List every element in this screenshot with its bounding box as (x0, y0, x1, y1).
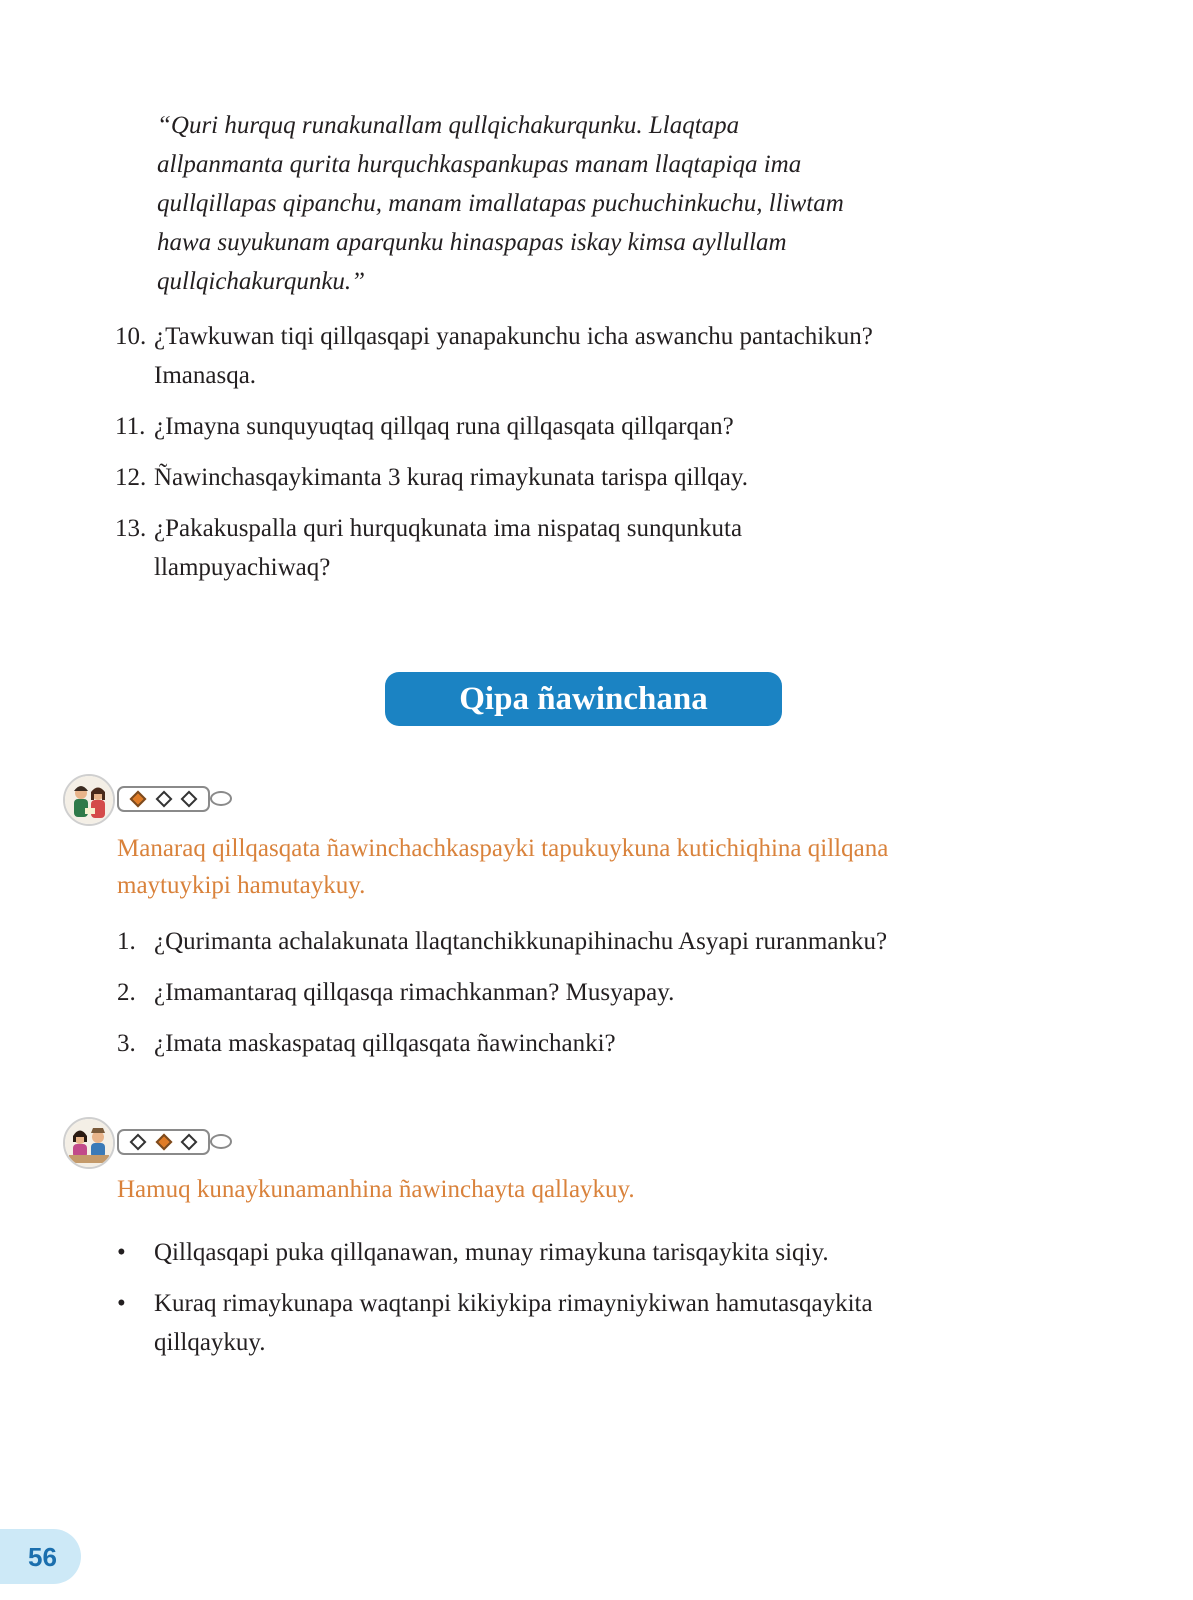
bullet-icon: • (117, 1239, 126, 1266)
question-line: Ñawinchasqaykimanta 3 kuraq rimaykunata tarispa qillqay. (154, 464, 749, 491)
question-text (154, 407, 1075, 446)
item-line: qillqaykuy. (154, 1329, 266, 1356)
bullet-icon: • (117, 1290, 126, 1317)
question-line: ¿Imayna sunquyuqtaq qillqaq runa qillqasqata qillqarqan? (154, 413, 734, 440)
diamond-empty-icon (130, 1134, 147, 1151)
question-item (115, 509, 1075, 587)
section-banner: Qipa ñawinchana (385, 672, 782, 726)
item-number: 2. (117, 979, 136, 1006)
tag-loop-icon (210, 1134, 232, 1149)
difficulty-badge (117, 786, 210, 812)
prereading-list (117, 922, 1077, 1075)
instruction-text (117, 830, 1077, 904)
question-number: 12. (115, 464, 147, 491)
question-number: 11. (115, 413, 146, 440)
question-number: 10. (115, 323, 147, 350)
quote-line: allpanmanta qurita hurquchkaspankupas manam llaqtapiqa ima (157, 151, 802, 178)
item-text (154, 1233, 1077, 1272)
question-line: llampuyachiwaq? (154, 554, 331, 581)
item-text: ¿Imamantaraq qillqasqa rimachkanman? Musyapay. (154, 979, 675, 1006)
item-text (154, 1284, 1077, 1362)
instruction-line: Hamuq kunaykunamanhina ñawinchayta qallaykuy. (117, 1176, 635, 1203)
question-line: Imanasqa. (154, 362, 257, 389)
instruction-line: Manaraq qillqasqata ñawinchachkaspayki tapukuykuna kutichiqhina qillqana (117, 835, 889, 862)
reading-tips-list (117, 1233, 1077, 1374)
quote-passage (157, 106, 1057, 301)
item-text: ¿Imata maskaspataq qillqasqata ñawinchanki? (154, 1030, 616, 1057)
list-item (117, 1024, 1077, 1063)
diamond-empty-icon (155, 791, 172, 808)
quote-line: “Quri hurquq runakunallam qullqichakurqunku. Llaqtapa (157, 112, 740, 139)
question-item (115, 317, 1075, 395)
question-text (154, 458, 1075, 497)
question-text (154, 317, 1075, 395)
difficulty-badge (117, 1129, 210, 1155)
question-line: ¿Tawkuwan tiqi qillqasqapi yanapakunchu icha aswanchu pantachikun? (154, 323, 873, 350)
question-list (115, 317, 1075, 599)
list-item (117, 922, 1077, 961)
question-item (115, 458, 1075, 497)
item-text: ¿Qurimanta achalakunata llaqtanchikkunapihinachu Asyapi ruranmanku? (154, 928, 888, 955)
diamond-filled-icon (155, 1134, 172, 1151)
tag-loop-icon (210, 791, 232, 806)
diamond-empty-icon (180, 791, 197, 808)
item-number: 1. (117, 928, 136, 955)
item-line: Kuraq rimaykunapa waqtanpi kikiykipa rimayniykiwan hamutasqaykita (154, 1290, 873, 1317)
list-item (117, 1233, 1077, 1272)
item-number: 3. (117, 1030, 136, 1057)
quote-line: qullqichakurqunku.” (157, 268, 366, 295)
instruction-line: maytuykipi hamutaykuy. (117, 872, 366, 899)
activity-level-indicator (63, 774, 253, 824)
question-line: ¿Pakakuspalla quri hurquqkunata ima nispataq sunqunkuta (154, 515, 743, 542)
question-text (154, 509, 1075, 587)
list-item (117, 1284, 1077, 1362)
diamond-empty-icon (180, 1134, 197, 1151)
activity-level-indicator (63, 1117, 253, 1167)
question-item (115, 407, 1075, 446)
instruction-text (117, 1171, 1077, 1208)
list-item (117, 973, 1077, 1012)
question-number: 13. (115, 515, 147, 542)
pair-work-icon (63, 774, 115, 826)
item-line: Qillqasqapi puka qillqanawan, munay rimaykuna tarisqaykita siqiy. (154, 1239, 829, 1266)
page-number: 56 (28, 1542, 57, 1572)
quote-line: hawa suyukunam aparqunku hinaspapas iskay kimsa ayllullam (157, 229, 787, 256)
diamond-filled-icon (130, 791, 147, 808)
quote-line: qullqillapas qipanchu, manam imallatapas puchuchinkuchu, lliwtam (157, 190, 844, 217)
group-work-icon (63, 1117, 115, 1169)
